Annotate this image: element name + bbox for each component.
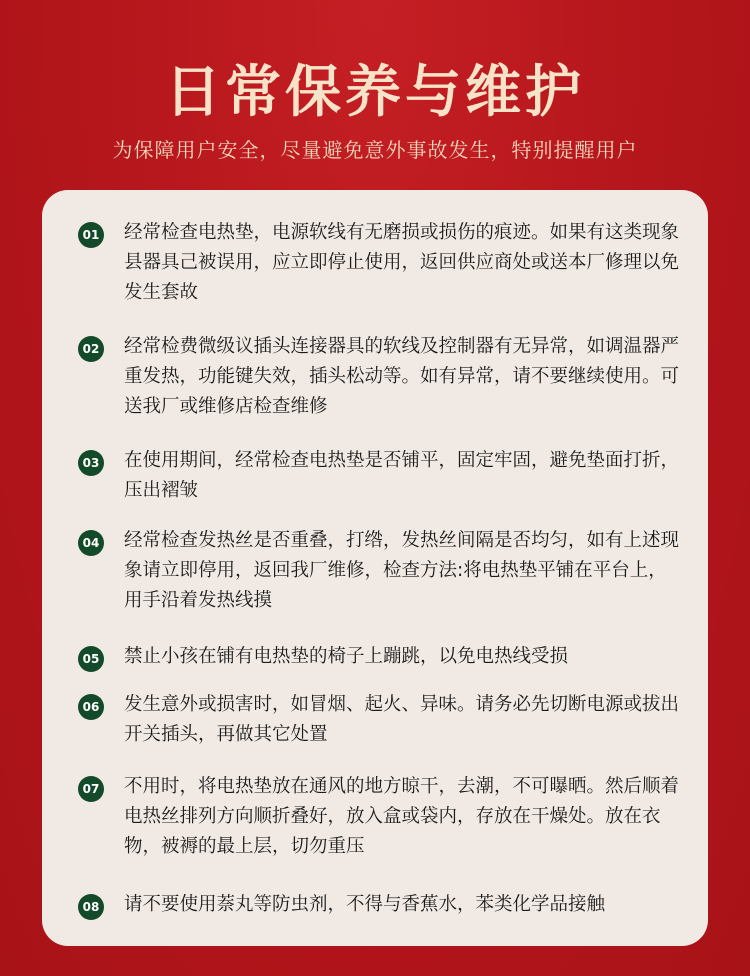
page-subtitle: 为保障用户安全，尽量避免意外事故发生，特别提醒用户	[112, 138, 638, 162]
number-badge: 01	[78, 222, 104, 248]
tips-card	[42, 190, 708, 946]
number-badge: 08	[78, 894, 104, 920]
item-text: 经常检查发热丝是否重叠，打绺，发热丝间隔是否均匀，如有上述现象请立即停用，返回我厂维修，检查方法:将电热垫平铺在平台上，用手沿着发热线摸	[124, 530, 680, 611]
number-badge: 03	[78, 450, 104, 476]
item-text: 不用时，将电热垫放在通风的地方晾干，去潮，不可曝晒。然后顺着电热丝排列方向顺折叠好，放入盒或袋内，存放在干燥处。放在衣物，被褥的最上层，切勿重压	[124, 776, 680, 857]
number-badge: 07	[78, 776, 104, 802]
item-text: 禁止小孩在铺有电热垫的椅子上蹦跳，以免电热线受损	[124, 646, 569, 667]
item-text: 经常检费微级议插头连接器具的软线及控制器有无异常，如调温器严重发热，功能键失效，插头松动等。如有异常，请不要继续使用。可送我厂或维修店检查维修	[124, 336, 680, 417]
page-title: 日常保养与维护	[165, 60, 585, 125]
item-text: 经常检查电热垫，电源软线有无磨损或损伤的痕迹。如果有这类现象县器具己被误用，应立即停止使用，返回供应商处或送本厂修理以免发生套故	[124, 222, 680, 303]
number-badge: 04	[78, 530, 104, 556]
item-text: 在使用期间，经常检查电热垫是否铺平，固定牢固，避免垫面打折，压出褶皱	[124, 450, 680, 501]
item-text: 发生意外或损害时，如冒烟、起火、异味。请务必先切断电源或拔出开关插头，再做其它处置	[124, 694, 680, 745]
number-badge: 05	[78, 646, 104, 672]
number-badge: 02	[78, 336, 104, 362]
item-text: 请不要使用萘丸等防虫剂，不得与香蕉水，苯类化学品接触	[124, 894, 606, 915]
number-badge: 06	[78, 694, 104, 720]
